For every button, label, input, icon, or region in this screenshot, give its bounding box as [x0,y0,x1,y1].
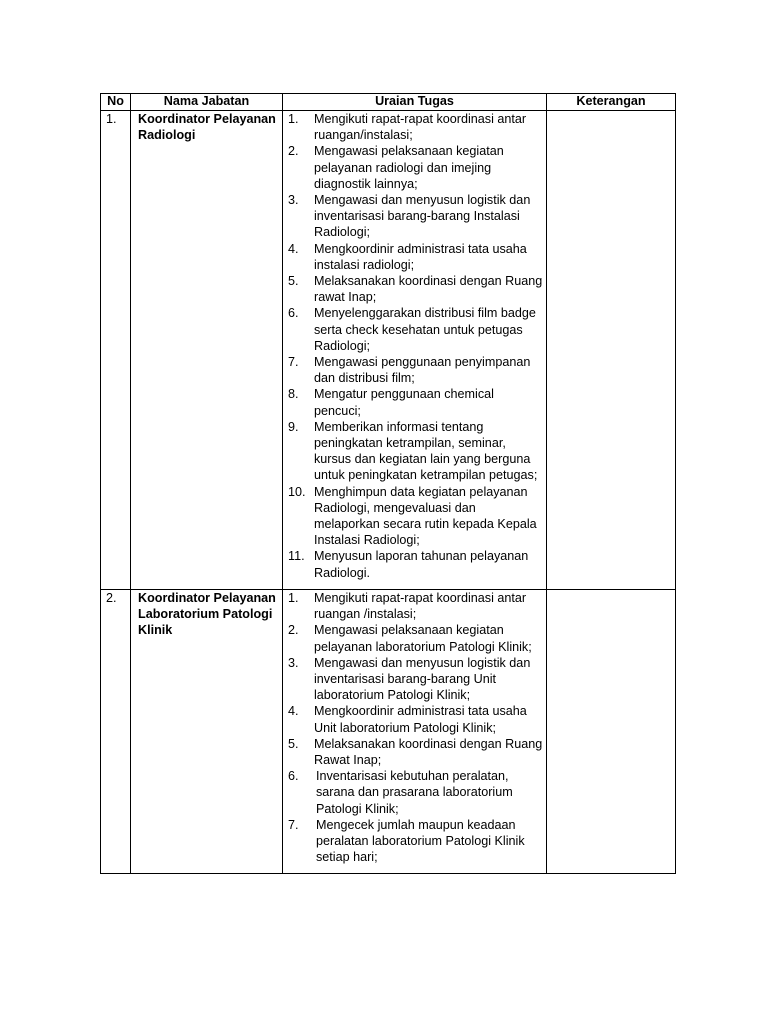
row-number: 2. [101,589,131,873]
task-text: Mengkoordinir administrasi tata usaha instalasi radiologi; [314,241,527,272]
task-list [283,111,544,581]
task-text: Memberikan informasi tentang peningkatan ketrampilan, seminar, kursus dan kegiatan lain yang berguna untuk peningkatan ketrampilan petugas; [314,419,538,483]
table-row [101,589,676,873]
task-number: 1. [288,112,299,126]
task-text: Mengawasi penggunaan penyimpanan dan distribusi film; [314,355,531,386]
task-item [283,419,544,484]
task-item [283,736,544,768]
table-header-row [101,94,676,111]
task-text: Inventarisasi kebutuhan peralatan, sarana dan prasarana laboratorium Patologi Klinik; [316,769,513,816]
header-no: No [101,94,131,111]
header-uraian-tugas: Uraian Tugas [283,94,547,111]
task-item [283,241,544,273]
task-item [283,273,544,305]
task-cell [283,589,547,873]
task-text: Mengawasi pelaksanaan kegiatan pelayanan laboratorium Patologi Klinik; [314,623,532,654]
task-item [283,703,544,735]
task-text: Mengawasi dan menyusun logistik dan inventarisasi barang-barang Instalasi Radiologi; [314,193,531,240]
task-item [283,143,544,192]
task-item [283,305,544,354]
task-item [283,817,544,866]
task-item [283,386,544,418]
task-number: 2. [288,623,299,638]
keterangan-cell [547,111,676,590]
task-text: Mengatur penggunaan chemical pencuci; [314,387,494,418]
keterangan-cell [547,589,676,873]
task-item [283,590,544,622]
task-number: 8. [288,387,299,402]
task-item [283,768,544,817]
task-number: 7. [288,355,299,370]
task-number: 10. [288,484,306,499]
task-text: Melaksanakan koordinasi dengan Ruang Rawat Inap; [314,736,543,767]
task-text: Mengkoordinir administrasi tata usaha Unit laboratorium Patologi Klinik; [314,704,527,735]
task-list [283,590,544,865]
task-number: 4. [288,704,299,719]
task-item [283,548,544,580]
job-title: Koordinator Pelayanan Radiologi [131,111,283,590]
task-number: 3. [288,193,299,208]
task-item [283,484,544,549]
task-text: Mengecek jumlah maupun keadaan peralatan laboratorium Patologi Klinik setiap hari; [316,817,525,865]
task-text: Mengikuti rapat-rapat koordinasi antar ruangan /instalasi; [314,590,527,622]
task-number: 1. [288,590,299,605]
task-number: 7. [288,817,299,832]
task-text: Mengawasi pelaksanaan kegiatan pelayanan radiologi dan imejing diagnostik lainnya; [314,144,504,191]
task-item [283,655,544,704]
task-text: Mengikuti rapat-rapat koordinasi antar ruangan/instalasi; [314,112,527,143]
task-cell [283,111,547,590]
table-row [101,111,676,590]
task-item [283,111,544,143]
task-number: 5. [288,274,299,289]
task-number: 5. [288,736,299,751]
job-title: Koordinator Pelayanan Laboratorium Patologi Klinik [131,589,283,873]
task-number: 3. [288,655,299,670]
task-number: 9. [288,419,299,434]
task-number: 6. [288,769,299,784]
task-number: 6. [288,306,299,321]
task-text: Melaksanakan koordinasi dengan Ruang rawat Inap; [314,274,543,305]
task-item [283,192,544,241]
task-text: Menyelenggarakan distribusi film badge serta check kesehatan untuk petugas Radiologi; [314,306,536,353]
task-number: 2. [288,144,299,159]
task-number: 4. [288,241,299,256]
header-keterangan: Keterangan [547,94,676,111]
task-item [283,354,544,386]
job-description-table [100,93,676,874]
task-text: Menghimpun data kegiatan pelayanan Radiologi, mengevaluasi dan melaporkan secara rutin kepada Kepala Instalasi Radiologi; [314,484,537,548]
row-number: 1. [101,111,131,590]
task-text: Menyusun laporan tahunan pelayanan Radiologi. [314,549,529,580]
task-number: 11. [288,549,305,564]
task-item [283,622,544,654]
header-nama-jabatan: Nama Jabatan [131,94,283,111]
task-text: Mengawasi dan menyusun logistik dan inventarisasi barang-barang Unit laboratorium Patologi Klinik; [314,655,531,703]
